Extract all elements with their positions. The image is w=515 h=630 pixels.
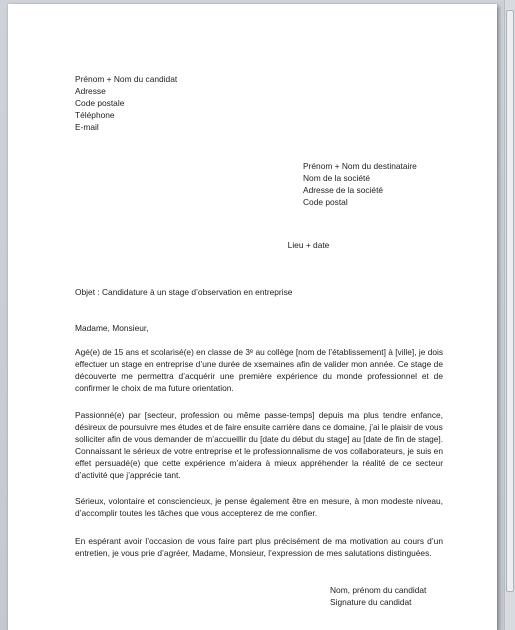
paragraph-3 [75, 495, 443, 519]
paragraph-line: désireux de poursuivre mes études et de faire ensuite carrière dans ce domaine, j’ai le plaisir de vous [75, 422, 443, 432]
paragraph-line: Passionné(e) par [secteur, profession ou même passe-temps] depuis ma plus tendre enfance, [75, 410, 443, 420]
sender-address-block [75, 73, 177, 133]
salutation-text: Madame, Monsieur, [75, 323, 149, 333]
salutation-line [75, 322, 443, 334]
paragraph-2 [75, 409, 443, 481]
subject-line [75, 286, 443, 298]
scrollbar-thumb[interactable] [506, 10, 514, 592]
document-page[interactable] [8, 4, 497, 630]
sender-postal-code: Code postale [75, 98, 125, 108]
recipient-postal-code: Code postal [303, 197, 348, 207]
sender-email: E-mail [75, 122, 99, 132]
recipient-address-block [303, 160, 417, 208]
paragraph-line: Agé(e) de 15 ans et scolarisé(e) en classe de 3ᵉ au collège [nom de l’établissement] à [ville], je dois [75, 347, 444, 357]
place-date-line [8, 235, 497, 253]
paragraph-line: effectuer un stage en entreprise d’une durée de xsemaines afin de valider mon année. Ce stage de [75, 359, 443, 369]
paragraph-line: d’activité que j’apprécie tant. [75, 470, 181, 480]
paragraph-line: En espérant avoir l’occasion de vous faire part plus précisément de ma motivation au cours d’un [75, 536, 443, 546]
place-date: Lieu + date [287, 240, 330, 250]
paragraph-line: Connaissant le sérieux de votre entreprise et le professionnalisme de vos collaborateurs, je suis en [75, 446, 443, 456]
paragraph-4 [75, 535, 443, 559]
recipient-company-address: Adresse de la société [303, 185, 384, 195]
paragraph-line: effet persuadé(e) que cette expérience m’aidera à mieux appréhender la réalité de ce secteur [75, 458, 443, 468]
paragraph-line: Sérieux, volontaire et consciencieux, je pense également être en mesure, à mon modeste niveau, [75, 496, 443, 506]
sender-phone: Téléphone [75, 110, 115, 120]
signature-label: Signature du candidat [330, 597, 412, 607]
signature-name: Nom, prénom du candidat [330, 585, 427, 595]
recipient-company: Nom de la société [303, 173, 371, 183]
recipient-name: Prénom + Nom du destinataire [303, 161, 417, 171]
paragraph-line: confirmer le choix de ma future orientation. [75, 383, 234, 393]
paragraph-line: découverte me permettra d’acquérir une première expérience du monde professionnel et de [75, 371, 443, 381]
paragraph-line: d’accomplir toutes les tâches que vous accepterez de me confier. [75, 508, 318, 518]
subject-text: Objet : Candidature à un stage d’observation en entreprise [75, 287, 293, 297]
paragraph-1 [75, 346, 443, 394]
signature-block [330, 584, 426, 608]
paragraph-line: solliciter afin de vous demander de m’accueillir du [date du début du stage] au [date de fin de stage]. [75, 434, 443, 444]
paragraph-line: entretien, je vous prie d’agréer, Madame, Monsieur, l’expression de mes salutations distinguées. [75, 548, 432, 558]
sender-name: Prénom + Nom du candidat [75, 74, 178, 84]
sender-address: Adresse [75, 86, 106, 96]
vertical-scrollbar[interactable] [504, 0, 515, 630]
